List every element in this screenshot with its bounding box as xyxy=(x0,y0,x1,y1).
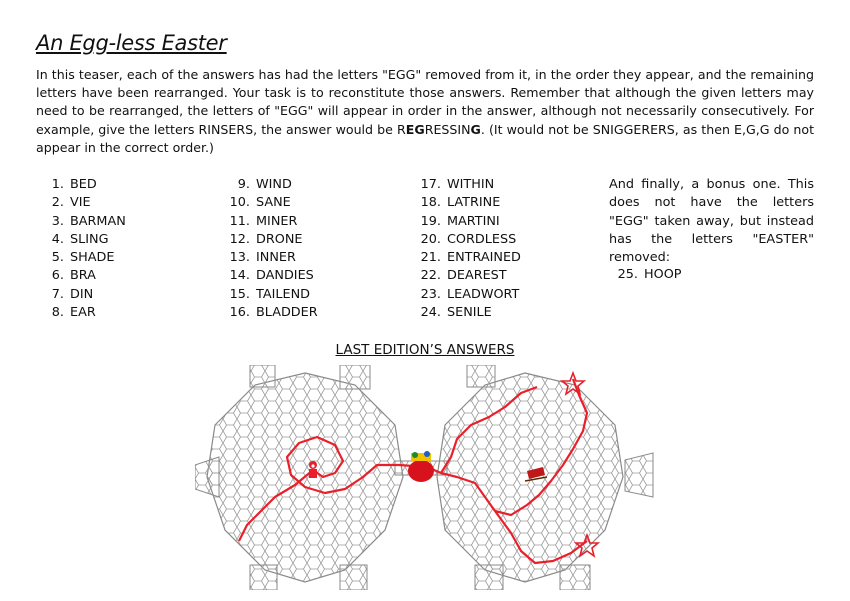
gift-sack-icon xyxy=(408,451,434,482)
clue-number: 8. xyxy=(51,305,64,321)
clue-number: 10. xyxy=(229,195,250,211)
clue-row xyxy=(40,249,126,267)
clue-number: 9. xyxy=(237,177,250,192)
intro-text-2: RESSIN xyxy=(424,121,471,137)
clue-word: SHADE xyxy=(70,250,115,266)
clue-column-3 xyxy=(413,176,521,322)
clue-word: EAR xyxy=(70,305,96,321)
clue-word: BRA xyxy=(70,268,96,284)
clue-row xyxy=(222,304,318,322)
clue-row xyxy=(222,267,318,285)
clue-number: 15. xyxy=(229,286,250,302)
clue-row xyxy=(413,286,521,304)
clue-number: 4. xyxy=(51,231,64,247)
clue-word: LATRINE xyxy=(447,195,501,211)
clue-row xyxy=(40,304,126,322)
clue-row xyxy=(40,267,126,285)
intro-paragraph xyxy=(36,66,814,157)
clue-row xyxy=(222,286,318,304)
clue-word: DEAREST xyxy=(447,268,507,284)
clue-number: 14. xyxy=(229,268,250,284)
left-maze xyxy=(195,365,403,590)
clue-word: SANE xyxy=(256,195,291,211)
clue-number: 24. xyxy=(420,305,441,321)
intro-text-3: . (It would not be SNIGGERERS, as then E,G,G do not appear in the correct order.) xyxy=(36,121,815,155)
clue-number: 21. xyxy=(420,250,441,266)
clue-word: INNER xyxy=(256,250,296,266)
clue-row xyxy=(413,176,521,194)
clue-column-2 xyxy=(222,176,318,322)
clue-number: 11. xyxy=(229,213,250,229)
clue-word: LEADWORT xyxy=(447,286,520,302)
clue-word: BARMAN xyxy=(70,213,126,229)
clue-number: 3. xyxy=(51,213,64,229)
clue-row xyxy=(222,249,318,267)
intro-bold-1: EG xyxy=(405,121,425,137)
intro-bold-2: G xyxy=(470,121,481,137)
clue-word: CORDLESS xyxy=(447,231,517,247)
clue-number: 1. xyxy=(51,177,64,192)
clue-row xyxy=(413,213,521,231)
clue-word: SENILE xyxy=(447,305,492,321)
clue-row xyxy=(413,267,521,285)
clue-word: DIN xyxy=(70,286,94,302)
intro-text-1: In this teaser, each of the answers has had the letters "EGG" removed from it, in the order they appear, and the remaining letters have been rearranged. Your task is to reconstitute those answers. Remember that although the given letters may need to be rearranged, the letters of "EGG" will appear in order in the answer, although not necessarily consecutively. For example, give the letters RINSERS, the answer would be R xyxy=(36,67,814,137)
clue-number: 22. xyxy=(420,268,441,284)
clue-word: BED xyxy=(70,177,97,192)
clue-number: 2. xyxy=(51,195,64,211)
clue-row xyxy=(413,194,521,212)
clue-number: 25. xyxy=(617,267,638,282)
clue-word: ENTRAINED xyxy=(447,250,521,266)
clue-number: 20. xyxy=(420,231,441,247)
clue-row xyxy=(222,213,318,231)
clue-word: BLADDER xyxy=(256,305,318,321)
clue-row xyxy=(413,304,521,322)
clue-number: 16. xyxy=(229,305,250,321)
clue-row xyxy=(40,176,126,194)
clue-row xyxy=(222,231,318,249)
clue-row xyxy=(40,231,126,249)
bonus-text: And finally, a bonus one. This does not have the letters "EGG" taken away, but instead has the letters "EASTER" removed: xyxy=(609,177,814,266)
clue-number: 19. xyxy=(420,213,441,229)
clue-word: MARTINI xyxy=(447,213,500,229)
clue-row xyxy=(222,176,318,194)
clue-number: 13. xyxy=(229,250,250,266)
clue-word: SLING xyxy=(70,231,109,247)
clue-row xyxy=(40,286,126,304)
clue-word: WITHIN xyxy=(447,177,495,192)
clue-word: MINER xyxy=(256,213,298,229)
clue-row xyxy=(413,249,521,267)
clue-word: WIND xyxy=(256,177,292,192)
clue-column-1 xyxy=(40,176,126,322)
clue-number: 5. xyxy=(51,250,64,266)
clue-number: 7. xyxy=(51,286,64,302)
santa-icon xyxy=(309,461,317,478)
clue-number: 18. xyxy=(420,195,441,211)
maze-solution-image xyxy=(195,365,655,590)
clue-row xyxy=(413,231,521,249)
clue-word: DANDIES xyxy=(256,268,314,284)
bonus-clue xyxy=(612,267,682,282)
clue-row xyxy=(222,194,318,212)
clue-row xyxy=(40,194,126,212)
clue-word: DRONE xyxy=(256,231,303,247)
clue-word: VIE xyxy=(70,195,91,211)
last-edition-heading: LAST EDITION’S ANSWERS xyxy=(335,342,515,358)
clue-row xyxy=(40,213,126,231)
clue-word: HOOP xyxy=(644,267,682,282)
clue-number: 17. xyxy=(420,177,441,192)
page-title: An Egg-less Easter xyxy=(36,31,227,55)
clue-number: 12. xyxy=(229,231,250,247)
clue-word: TAILEND xyxy=(256,286,310,302)
clue-number: 23. xyxy=(420,286,441,302)
clue-number: 6. xyxy=(51,268,64,284)
